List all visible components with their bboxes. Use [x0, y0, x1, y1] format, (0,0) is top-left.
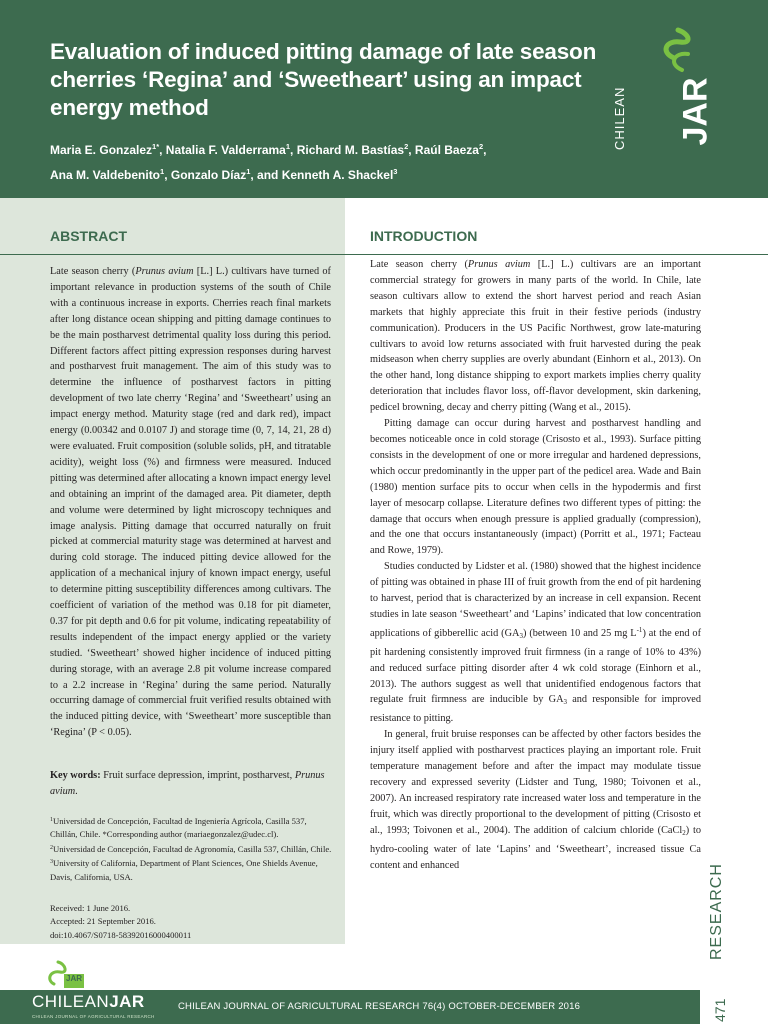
footer-brand-chilean: CHILEAN — [32, 992, 110, 1011]
author-affiliation-mark: 3 — [393, 167, 398, 176]
section-divider — [0, 254, 345, 255]
received-date: Received: 1 June 2016. — [50, 903, 131, 913]
author-affiliation-mark: 1 — [246, 167, 251, 176]
author-affiliation-mark: 1 — [160, 167, 165, 176]
intro-text-part: ) to hydro-cooling water of late ‘Lapins’ and ‘Sweetheart’, increased tissue Ca content and enhanced — [370, 824, 701, 871]
subscript: 3 — [519, 631, 523, 640]
affiliation-text: University of California, Department of Plant Sciences, One Shields Avenue, Davis, California, USA. — [50, 858, 318, 882]
affiliation-mark: 2 — [50, 844, 53, 851]
accepted-date: Accepted: 21 September 2016. — [50, 916, 156, 927]
introduction-heading: INTRODUCTION — [370, 228, 478, 244]
section-divider — [345, 254, 768, 255]
footer-brand-subtitle: CHILEAN JOURNAL OF AGRICULTURAL RESEARCH — [32, 1014, 155, 1019]
intro-text-part: In general, fruit bruise responses can be affected by other factors besides the injury itself applied with postharvest practices playing an important role. Fruit temperature management before and after the impact may modulate tissue recovery and expressed severity (Lidster and Tung, 1980; Toivonen et al., 2007). An increased respiratory rate increased water loss and temperature in the fruit, which was directly proportional to the development of pitting (Crisosto et al., 1993; Toivonen et al., 2004). The addition of calcium chloride (CaCl — [370, 729, 701, 836]
intro-text-part: ) (between 10 and 25 mg L — [523, 627, 637, 639]
intro-text-part: ) at the end of pit hardening consistently improved fruit firmness (in a range of 10% to 43%) and reduced surface pitting disorder after 4 wk cold storage (Einhorn et al., 2013). The authors suggest as well that unidentified endogenous factors that regulate fruit firmness are inducible by GA — [370, 627, 701, 706]
superscript: -1 — [636, 625, 643, 634]
keywords — [50, 768, 331, 800]
page-number: 471 — [712, 998, 728, 1022]
doi-link[interactable]: doi:10.4067/S0718-58392016000400011 — [50, 929, 192, 940]
authors-line-2 — [50, 161, 610, 186]
author-name: , Raúl Baeza — [408, 143, 479, 157]
intro-paragraph: Pitting damage can occur during harvest and postharvest handling and becomes noticeable once in cold storage (Crisosto et al., 1993). Surface pitting consists in the development of one or more irregular and hardened depressions, which occur predominantly in the upper part of the pedicel area. Wade and Bain (1980) mention surface pits to occur when cells in the hypodermis and first layer of mesocarp collapse. Literature defines two different types of pitting: the damage that occurs when enough pressure is applied gradually (compression), and the one that occurs instantaneously (impact) (Porritt et al., 1971; Facteau and Rowe, 1979). — [370, 418, 701, 557]
publication-dates — [50, 902, 335, 942]
intro-text-part: [L.] L.) cultivars are an important commercial strategy for growers in many parts of the world. In Chile, late season cultivars allow to extend the short harvest period and reach Asian markets that highly appreciate this fruit in their festive periods (industry communication). Producers in the US Pacific Northwest, grow late-maturing cultivars to avoid low returns associated with fruit harvested during the peak midseason when cherry supplies are overly abundant (Einhorn et al., 2013). On the other hand, long distance shipping to export markets implies cherry quality deterioration that includes flavor loss, off-flavor development, skin darkening, pedicel browning, decay and cherry pitting (Wang et al., 2015). — [370, 259, 701, 414]
author-name: Maria E. Gonzalez — [50, 143, 153, 157]
affiliation-text: Universidad de Concepción, Facultad de Agronomía, Casilla 537, Chillán, Chile. — [53, 843, 332, 854]
footer-logo-mark-text: JAR — [66, 974, 83, 983]
author-name: , Gonzalo Díaz — [164, 168, 247, 182]
intro-paragraph — [370, 727, 701, 873]
author-name: Ana M. Valdebenito — [50, 168, 161, 182]
abstract-heading: ABSTRACT — [50, 228, 127, 244]
abstract-text-part: Late season cherry ( — [50, 266, 136, 277]
intro-text-part: and responsible for improved resistance to pitting. — [370, 694, 701, 725]
author-separator: , — [483, 143, 487, 157]
research-section-label: RESEARCH — [708, 863, 725, 960]
affiliation-item — [50, 842, 335, 856]
footer-brand-jar: JAR — [109, 992, 145, 1011]
affiliation-mark: 1 — [50, 817, 53, 823]
author-affiliation-mark: 1* — [152, 142, 160, 151]
author-affiliation-mark: 2 — [478, 142, 484, 151]
author-name: , Richard M. Bastías — [290, 143, 405, 157]
author-name: , and Kenneth A. Shackel — [250, 168, 394, 182]
subscript: 2 — [682, 828, 686, 837]
keywords-end: . — [75, 785, 78, 797]
species-name: Prunus avium — [467, 259, 531, 270]
logo-text-chilean: CHILEAN — [612, 86, 627, 150]
affiliations — [50, 814, 335, 884]
keywords-text: Fruit surface depression, imprint, postharvest, — [100, 770, 295, 781]
affiliation-item — [50, 814, 335, 842]
introduction-body — [370, 257, 701, 873]
affiliation-item — [50, 856, 335, 884]
author-list — [50, 136, 610, 186]
paper-title: Evaluation of induced pitting damage of late season cherries ‘Regina’ and ‘Sweetheart’ using an impact energy method — [50, 39, 597, 120]
intro-text-part: Studies conducted by Lidster et al. (1980) showed that the highest incidence of pitting was obtained in phase III of fruit growth from the end of pit hardening to harvest, period that is characterized by an increase in cell expansion. Recent studies in late season ‘Sweetheart’ and ‘Lapins’ indicated that low concentration applications of gibberellic acid (GA — [370, 561, 701, 639]
species-name: Prunus avium — [135, 266, 194, 277]
intro-paragraph — [370, 559, 701, 727]
abstract-text-part: [L.] L.) cultivars have turned of important relevance in production systems of the south of Chile with a continuous increase in exports. Cherries reach final markets after long distance ocean shipping and pitting damage continues to be the main postharvest detrimental quality loss during this period. Different factors affect pitting expression responses during harvest and postharvest fruit management. The aim of this study was to determine the influence of postharvest factors in pitting development of two late cherry ‘Regina’ and ‘Sweetheart’ using an impact energy method. Maturity stage (red and dark red), impact energy (0.00342 and 0.0107 J) and storage time (0, 7, 14, 21, 28 d) were evaluated. Fruit composition (soluble solids, pH, and titratable acidity), weight loss (%) and firmness were measured. Induced pitting was determined after allocating a known impact energy level and obtaining an imprint of the damaged area. Pit diameter, depth and volume were determined by light microscopy techniques and image analysis. Pitting damage that occurred naturally on fruit picked at commercial maturity stage was determined at harvest and during cold storage. The induced pitting device allowed for the application of a mechanical injury of known impact energy, useful to determine pitting susceptibility differences among cultivars. The coefficient of variation of the method was 0.18 for pit diameter, 0.37 for pit depth and 0.6 for pit volume, indicating repeatability of results independent of the impact energy applied or the variety studied. ‘Sweetheart’ showed higher incidence of induced pitting during storage, with an average 2.8 pit volume increase compared to a 2.2 increase in ‘Regina’ during the same period. Naturally occurring damage of commercial fruit verified results obtained with the induced pitting device, with ‘Sweetheart’ more susceptible than ‘Regina’ (P < 0.05). — [50, 266, 331, 739]
affiliation-text: Universidad de Concepción, Facultad de Ingeniería Agrícola, Casilla 537, Chillán, Chile. *Corresponding author (mariaegonzalez@udec.cl). — [50, 816, 307, 840]
keywords-label: Key words: — [50, 770, 101, 781]
authors-line-1 — [50, 136, 610, 161]
author-affiliation-mark: 2 — [404, 142, 409, 151]
intro-text-part: Late season cherry ( — [370, 259, 468, 270]
keywords-species: Prunus avium — [50, 770, 325, 797]
logo-text-jar: JAR — [676, 77, 715, 146]
author-affiliation-mark: 1 — [285, 142, 291, 151]
footer-brand — [32, 992, 145, 1012]
intro-paragraph — [370, 257, 701, 416]
footer-logo-icon — [42, 954, 86, 990]
footer-journal-citation: CHILEAN JOURNAL OF AGRICULTURAL RESEARCH 76(4) OCTOBER-DECEMBER 2016 — [178, 1001, 581, 1012]
abstract-body — [50, 264, 331, 741]
author-name: , Natalia F. Valderrama — [159, 143, 286, 157]
subscript: 3 — [563, 698, 568, 707]
affiliation-mark: 3 — [50, 859, 53, 866]
